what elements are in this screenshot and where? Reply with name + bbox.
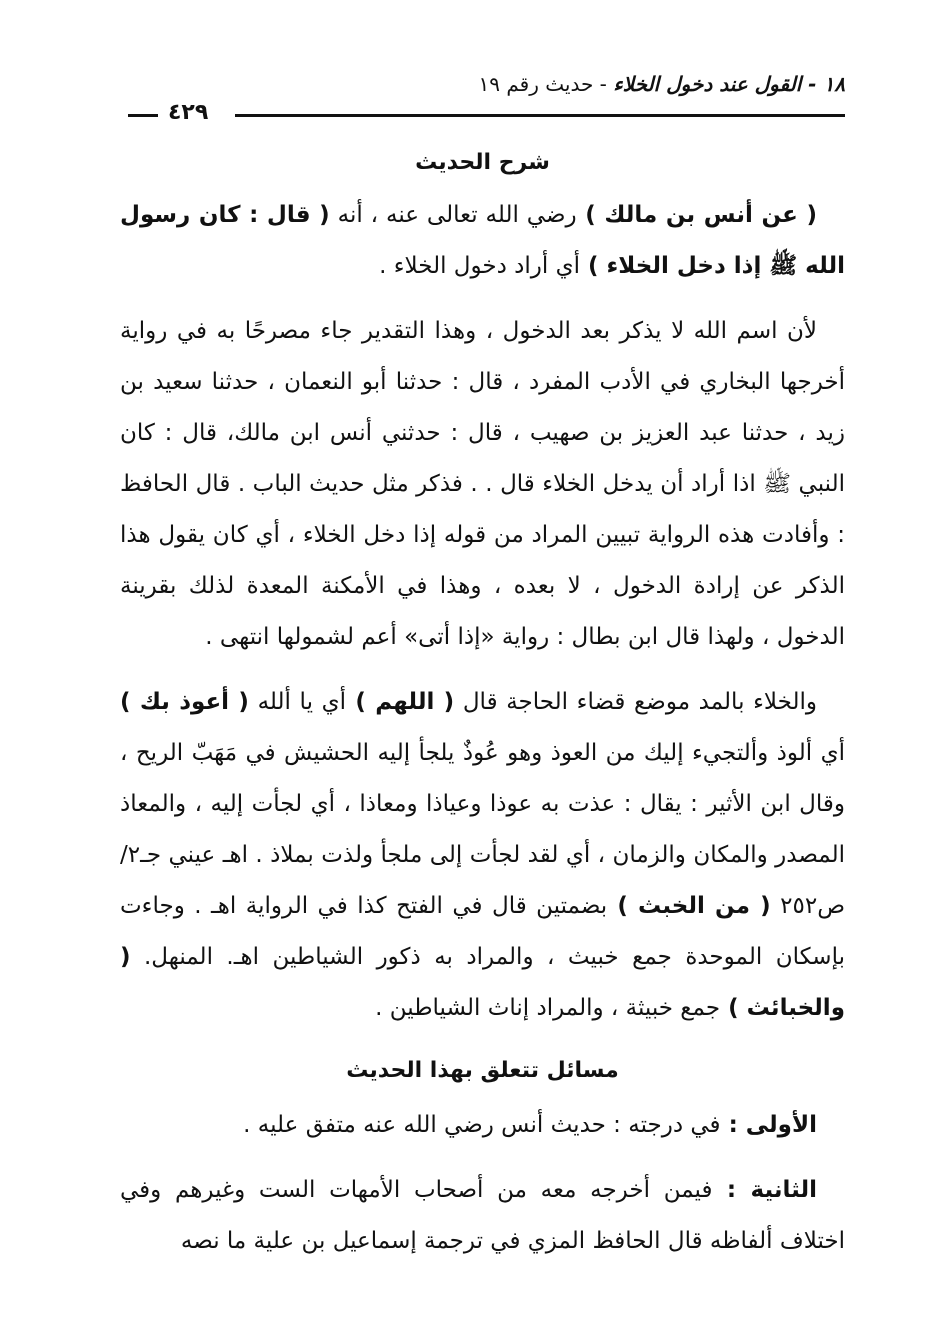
header-rule-short bbox=[128, 114, 158, 117]
paragraph-text: أي أراد دخول الخلاء . bbox=[379, 253, 580, 279]
narrator-phrase: ( عن أنس بن مالك ) bbox=[576, 202, 817, 228]
header-rule bbox=[235, 114, 845, 117]
section-title: شرح الحديث bbox=[415, 150, 550, 175]
page-number: ٤٢٩ bbox=[168, 100, 209, 125]
quoted-word: ( أعوذ بك ) bbox=[120, 689, 249, 715]
quoted-word: ( اللهم ) bbox=[346, 689, 455, 715]
issue-text: فيمن أخرجه معه من أصحاب الأمهات الست وغيرهم وفي اختلاف ألفاظه قال الحافظ المزي في ترجمة إسماعيل بن علية ما نصه bbox=[120, 1177, 845, 1254]
paragraph-text: جمع خبيثة ، والمراد إناث الشياطين . bbox=[375, 995, 721, 1021]
chapter-title: ١٨ - القول عند دخول الخلاء bbox=[613, 72, 845, 96]
paragraph-commentary: لأن اسم الله لا يذكر بعد الدخول ، وهذا التقدير جاء مصرحًا به في رواية أخرجها البخاري في الأدب المفرد ، قال : حدثنا أبو النعمان ، حدثنا سعيد بن زيد ، حدثنا عبد العزيز بن صهيب ، قال : حدثني أنس ابن مالك، قال : كان النبي ﷺ اذا أراد أن يدخل الخلاء قال . . فذكر مثل حديث الباب . قال الحافظ : وأفادت هذه الرواية تبيين المراد من قوله إذا دخل الخلاء ، أي كان يقول هذا الذكر عن إرادة الدخول ، لا بعده ، وهذا في الأمكنة المعدة لذلك بقرينة الدخول ، ولهذا قال ابن بطال : رواية «إذا أتى» أعم لشمولها انتهى . bbox=[120, 318, 845, 650]
issue-text: في درجته : حديث أنس رضي الله عنه متفق عليه . bbox=[243, 1112, 721, 1138]
hadith-quote: ( قال : كان رسول الله ﷺ إذا دخل الخلاء ) bbox=[120, 202, 845, 279]
page-body bbox=[120, 140, 845, 1281]
running-header bbox=[120, 72, 845, 128]
quoted-word: ( والخبائث ) bbox=[120, 944, 845, 1021]
issue-label: الأولى : bbox=[720, 1112, 817, 1138]
quoted-word: ( من الخبث ) bbox=[607, 893, 771, 919]
subsection-title: مسائل تتعلق بهذا الحديث bbox=[346, 1058, 619, 1083]
hadith-reference: - حديث رقم ١٩ bbox=[478, 72, 614, 96]
paragraph-text: أي ألوذ وألتجيء إليك من العوذ وهو عُوذٌ يلجأ إليه الحشيش في مَهَبّ الريح ، وقال ابن الأثير : يقال : عذت به عوذا وعياذا ومعاذا ، أي لجأت إليه ، والمعاذ المصدر والمكان والزمان ، أي لقد لجأت إلى ملجأ ولذت بملاذ . اهـ عيني جـ٢/ ص٢٥٢ bbox=[120, 740, 845, 919]
issue-item-first bbox=[120, 1100, 845, 1151]
paragraph-text: بضمتين قال في الفتح كذا في الرواية اهـ . وجاءت بإسكان الموحدة جمع خبيث ، والمراد به ذكور الشياطين اهـ. المنهل. bbox=[120, 893, 845, 970]
paragraph-text: رضي الله تعالى عنه ، أنه bbox=[329, 202, 577, 228]
paragraph-text: والخلاء بالمد موضع قضاء الحاجة قال bbox=[454, 689, 818, 715]
paragraph-text: أي يا ألله bbox=[248, 689, 347, 715]
paragraph-supplication bbox=[120, 677, 845, 1034]
running-title bbox=[479, 72, 845, 96]
issue-label: الثانية : bbox=[712, 1177, 818, 1203]
paragraph-hadith-text bbox=[120, 190, 845, 292]
issue-item-second bbox=[120, 1165, 845, 1267]
